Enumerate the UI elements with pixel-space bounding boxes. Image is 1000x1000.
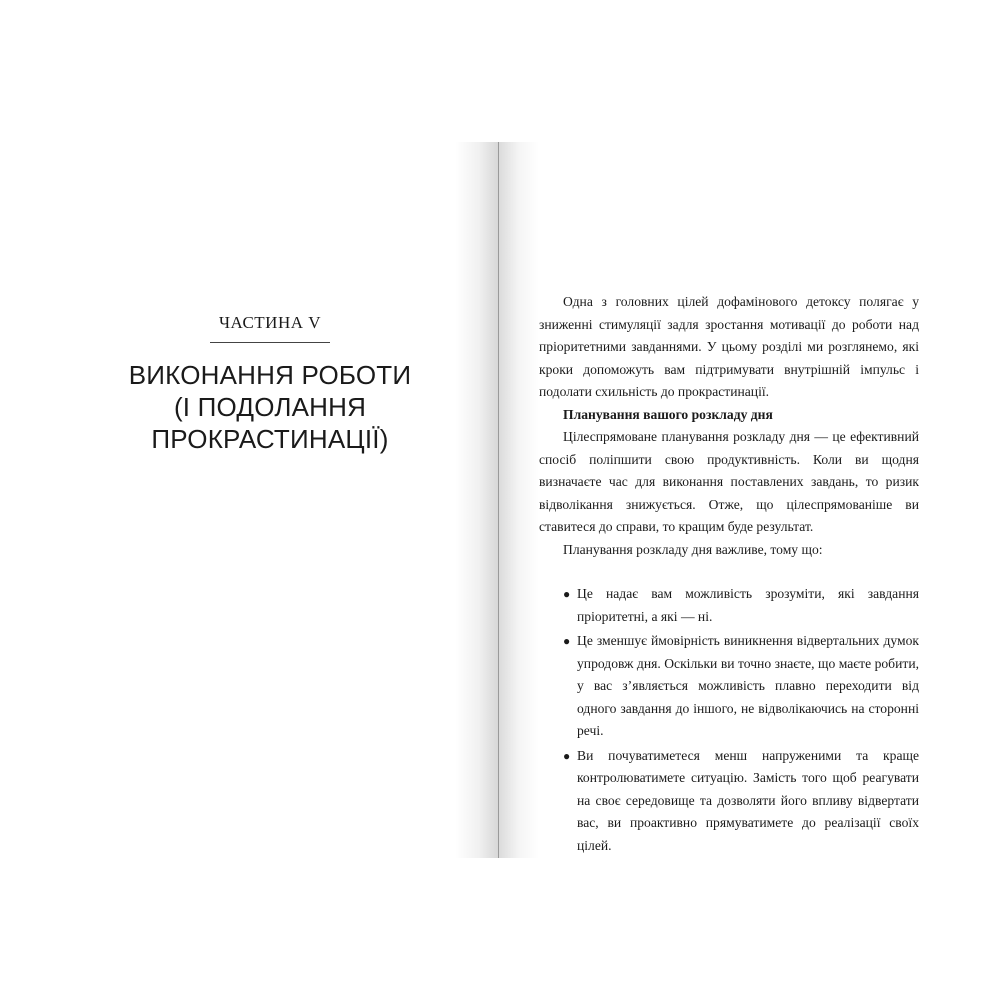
bullet-icon: ● <box>563 748 571 763</box>
list-item <box>539 745 919 858</box>
gutter-shadow-right <box>499 142 539 858</box>
book-gutter <box>498 142 499 858</box>
bullet-list <box>539 583 919 857</box>
right-page-body <box>539 291 919 859</box>
body-paragraph: Планування розкладу дня важливе, тому що: <box>563 541 823 557</box>
gutter-shadow-left <box>455 142 499 858</box>
list-item-text: Це зменшує ймовірність виникнення відвертальних думок упродовж дня. Оскільки ви точно знаєте, що маєте робити, у вас з’являється можливість плавно переходити від одного завдання до іншого, не відволікаючись на сторонні речі. <box>577 633 919 738</box>
list-item <box>539 630 919 743</box>
part-title-line: ВИКОНАННЯ РОБОТИ <box>128 360 412 390</box>
body-paragraph: Цілеспрямоване планування розкладу дня — це ефективний спосіб поліпшити свою продуктивність. Коли ви щодня визначаєте час для виконання поставлених завдань, то ризик відволікання знижується. Отже, що цілеспрямованіше ви ставитеся до справи, то кращим буде результат. <box>539 429 919 534</box>
bullet-icon: ● <box>563 587 571 601</box>
list-item-text: Це надає вам можливість зрозуміти, які завдання пріоритетні, а які — ні. <box>577 586 919 624</box>
list-item <box>539 583 919 628</box>
part-label: ЧАСТИНА V <box>218 313 322 332</box>
list-item-text: Ви почуватиметеся менш напруженими та краще контролюватимете ситуацію. Замість того щоб реагувати на своє середовище та дозволяти його впливу відвертати вас, ви проактивно прямуватимете до реалізації своїх цілей. <box>577 747 919 853</box>
part-title <box>90 359 450 455</box>
section-subheading: Планування вашого розкладу дня <box>563 406 773 422</box>
intro-paragraph: Одна з головних цілей дофамінового детоксу полягає у зниженні стимуляції задля зростання мотивації до роботи над пріоритетними завданнями. У цьому розділі ми розглянемо, які кроки допоможуть вам підтримувати внутрішній імпульс і подолати схильність до прокрастинації. <box>539 294 919 399</box>
part-title-line: (І ПОДОЛАННЯ <box>173 392 367 422</box>
left-page-part-heading <box>90 312 450 455</box>
bullet-icon: ● <box>563 634 571 648</box>
part-divider <box>210 342 330 343</box>
part-title-line: ПРОКРАСТИНАЦІЇ) <box>151 424 389 454</box>
